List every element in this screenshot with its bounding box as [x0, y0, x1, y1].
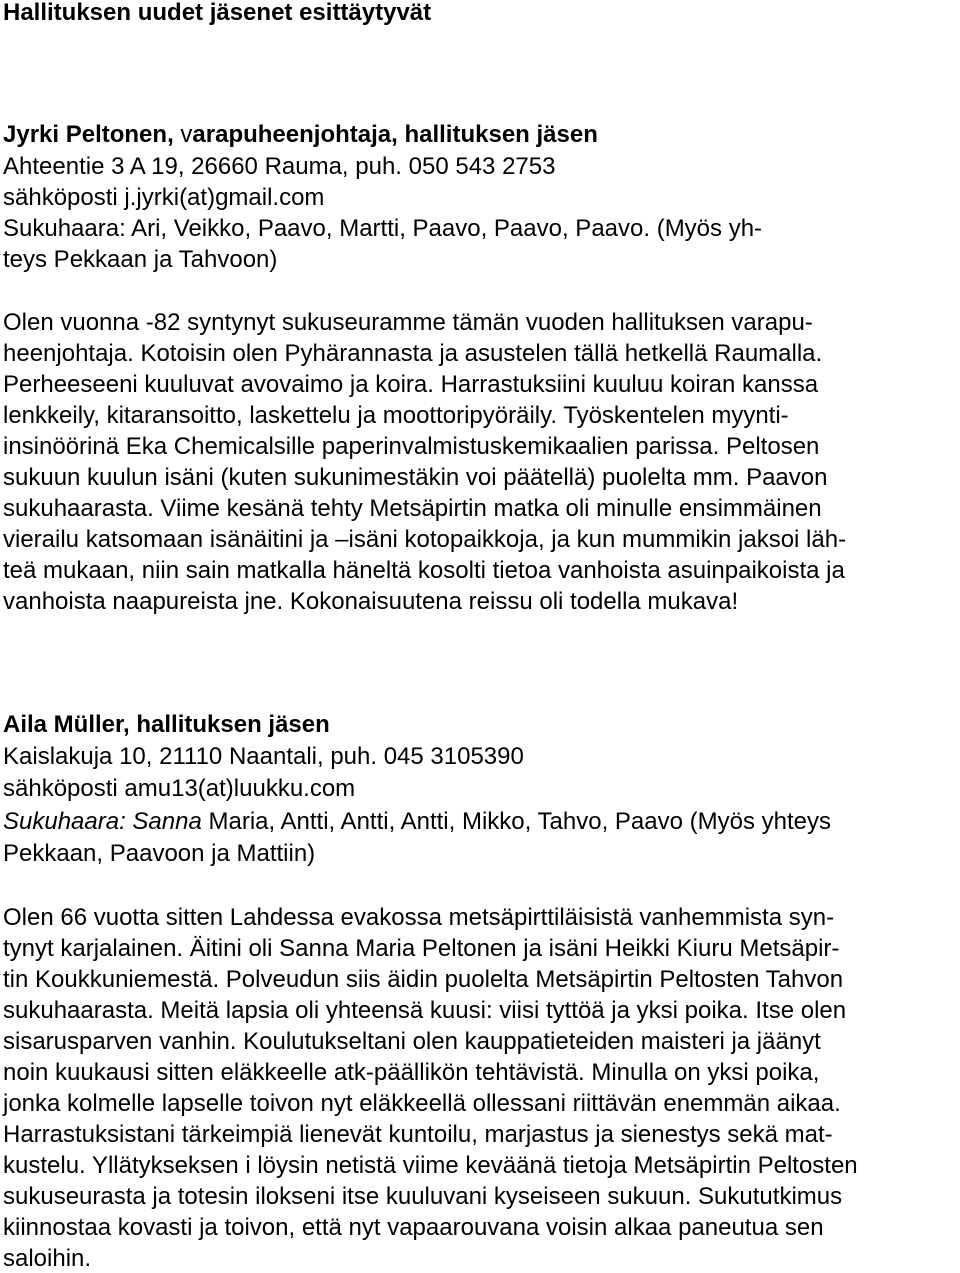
member2-heading: Aila Müller, hallituksen jäsen — [3, 711, 330, 738]
member2-email: sähköposti amu13(at)luukku.com — [3, 775, 356, 802]
member2-bio-line: kustelu. Yllätykseksen i löysin netistä viime keväänä tietoja Metsäpirtin Peltosten — [3, 1152, 858, 1179]
member1-bio-line: vanhoista naapureista jne. Kokonaisuutena reissu oli todella mukava! — [3, 588, 739, 615]
member2-bio-line: sukuseurasta ja totesin ilokseni itse kuuluvani kyseiseen sukuun. Sukututkimus — [3, 1183, 843, 1210]
member1-bio-line: lenkkeily, kitaransoitto, laskettelu ja moottoripyöräily. Työskentelen myynti- — [3, 402, 789, 429]
member1-bio-line: heenjohtaja. Kotoisin olen Pyhärannasta ja asustelen tällä hetkellä Raumalla. — [3, 340, 823, 367]
member2-branch-line2: Pekkaan, Paavoon ja Mattiin) — [3, 840, 316, 867]
document-title: Hallituksen uudet jäsenet esittäytyvät — [3, 0, 432, 26]
member1-bio-line: teä mukaan, niin sain matkalla häneltä kosolti tietoa vanhoista asuinpaikoista ja — [3, 557, 845, 584]
member2-bio-line: saloihin. — [3, 1245, 92, 1272]
member2-bio-line: tin Koukkuniemestä. Polveudun siis äidin puolelta Metsäpirtin Peltosten Tahvon — [3, 966, 844, 993]
member1-bio-line: insinöörinä Eka Chemicalsille paperinvalmistuskemikaalien parissa. Peltosen — [3, 433, 820, 460]
member1-name: Jyrki Peltonen — [3, 121, 168, 148]
member1-branch-line1: Sukuhaara: Ari, Veikko, Paavo, Martti, Paavo, Paavo, Paavo. (Myös yh- — [3, 215, 763, 242]
member1-bio-line: Perheeseeni kuuluvat avovaimo ja koira. Harrastuksiini kuuluu koiran kanssa — [3, 371, 819, 398]
member2-bio-line: noin kuukausi sitten eläkkeelle atk-päällikön tehtävistä. Minulla on yksi poika, — [3, 1059, 820, 1086]
member2-branch-line1 — [3, 808, 831, 836]
member2-bio-line: jonka kolmelle lapselle toivon nyt eläkkeellä ollessani riittävän enemmän aikaa. — [3, 1090, 841, 1117]
member2-branch-rest: Maria, Antti, Antti, Antti, Mikko, Tahvo, Paavo (Myös yhteys — [201, 808, 831, 835]
member1-bio-line: sukuun kuulun isäni (kuten sukunimestäkin voi päätellä) puolelta mm. Paavon — [3, 464, 828, 491]
member1-role-v: v — [180, 121, 193, 148]
member1-heading — [3, 121, 598, 149]
member2-bio-line: Olen 66 vuotta sitten Lahdessa evakossa metsäpirttiläisistä vanhemmista syn- — [3, 904, 835, 931]
member2-bio-line: sisarusparven vanhin. Koulutukseltani olen kauppatieteiden maisteri ja jäänyt — [3, 1028, 821, 1055]
member1-email: sähköposti j.jyrki(at)gmail.com — [3, 184, 325, 211]
member2-bio-line: sukuhaarasta. Meitä lapsia oli yhteensä kuusi: viisi tyttöä ja yksi poika. Itse olen — [3, 997, 847, 1024]
member2-address: Kaislakuja 10, 21110 Naantali, puh. 045 3105390 — [3, 743, 524, 770]
member1-role: arapuheenjohtaja, hallituksen jäsen — [192, 121, 598, 148]
member2-bio-line: Harrastuksistani tärkeimpiä lienevät kuntoilu, marjastus ja sienestys sekä mat- — [3, 1121, 833, 1148]
member2-bio-line: kiinnostaa kovasti ja toivon, että nyt vapaarouvana voisin alkaa paneutua sen — [3, 1214, 824, 1241]
member1-address: Ahteentie 3 A 19, 26660 Rauma, puh. 050 543 2753 — [3, 153, 556, 180]
member1-bio-line: vierailu katsomaan isänäitini ja –isäni kotopaikkoja, ja kun mummikin jaksoi läh- — [3, 526, 847, 553]
member2-branch-label: Sukuhaara: Sanna — [3, 808, 202, 835]
member1-bio-line: sukuhaarasta. Viime kesänä tehty Metsäpirtin matka oli minulle ensimmäinen — [3, 495, 822, 522]
member1-branch-line2: teys Pekkaan ja Tahvoon) — [3, 246, 278, 273]
member1-role-sep: , — [167, 121, 181, 148]
member2-bio-line: tynyt karjalainen. Äitini oli Sanna Maria Peltonen ja isäni Heikki Kiuru Metsäpir- — [3, 935, 840, 962]
member1-bio-line: Olen vuonna -82 syntynyt sukuseuramme tämän vuoden hallituksen varapu- — [3, 309, 813, 336]
